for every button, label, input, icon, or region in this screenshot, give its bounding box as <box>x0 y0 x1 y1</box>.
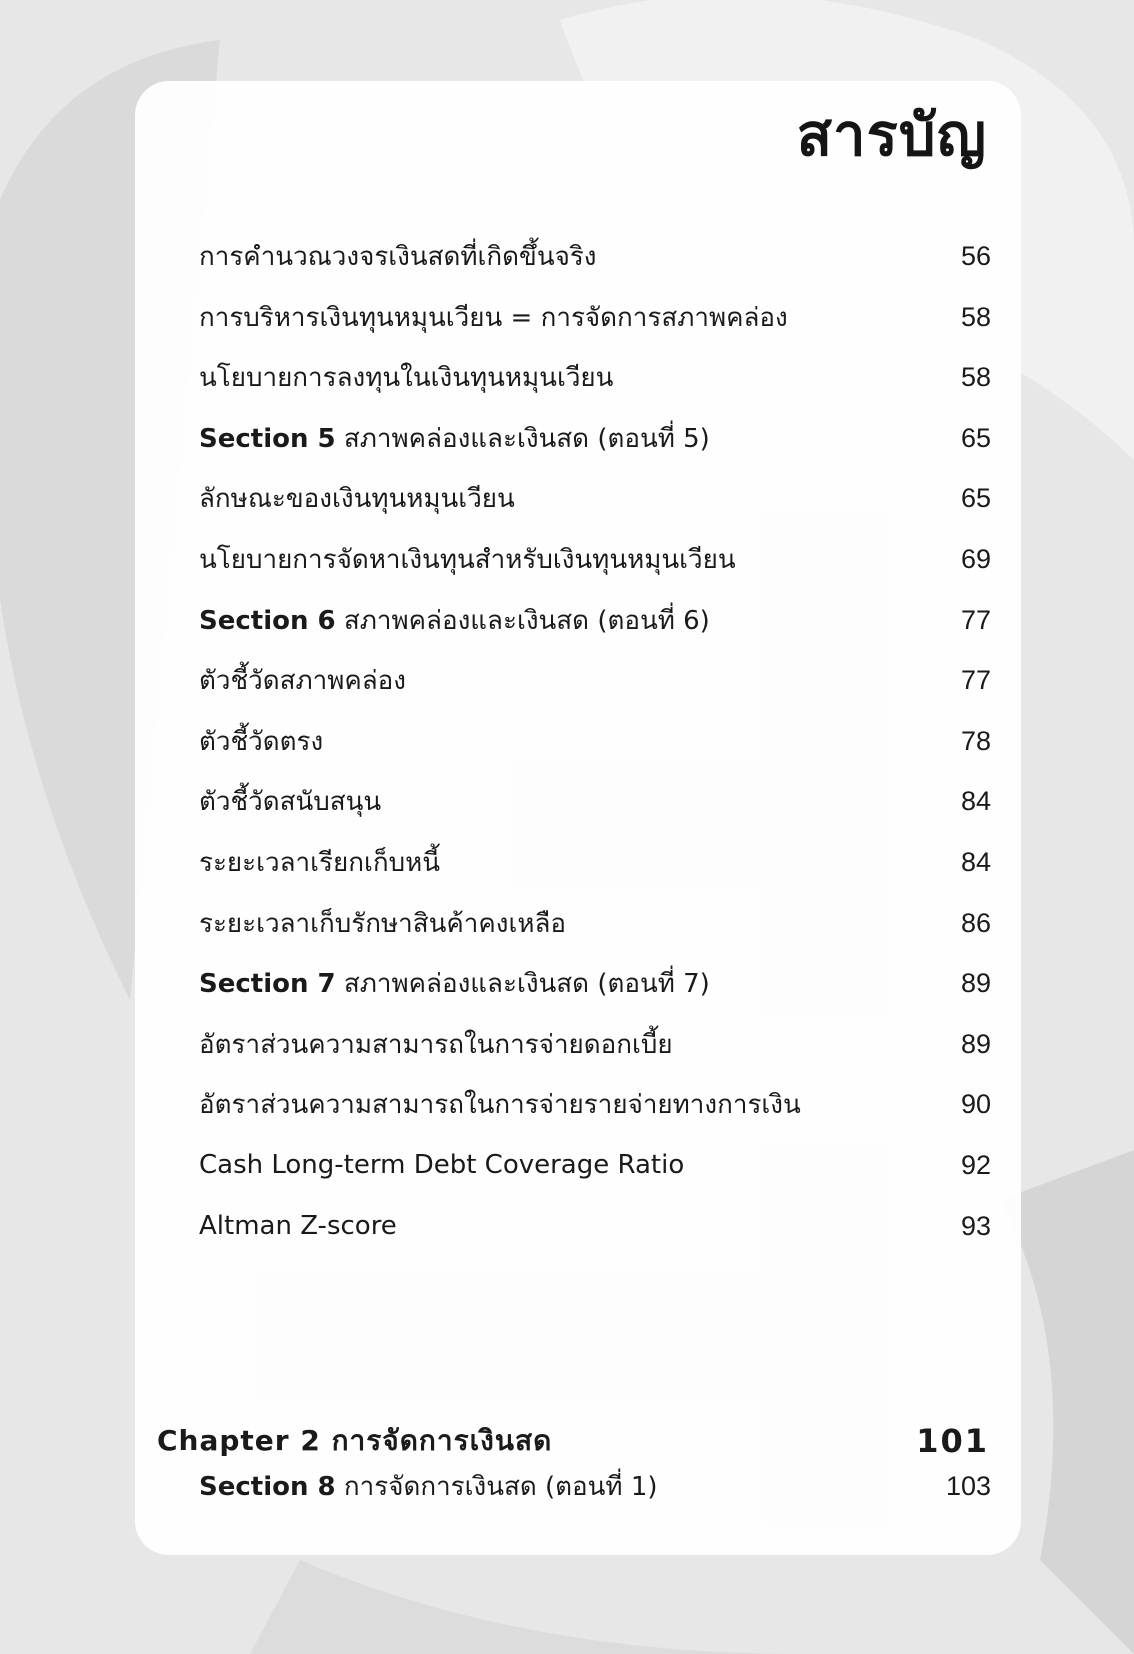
toc-entry[interactable] <box>199 292 991 342</box>
toc-entry-text: Altman Z-score <box>199 1211 397 1241</box>
toc-entry-page-number: 78 <box>960 725 991 756</box>
toc-entry-page-number: 93 <box>960 1210 991 1241</box>
toc-entry-text: ตัวชี้วัดสนับสนุน <box>199 786 382 817</box>
toc-entry-text: Cash Long-term Debt Coverage Ratio <box>199 1150 685 1180</box>
toc-entry-page-number: 89 <box>960 967 991 998</box>
toc-entry-text: สภาพคล่องและเงินสด (ตอนที่ 5) <box>343 423 710 454</box>
section-prefix: Section 6 <box>199 605 336 636</box>
toc-entry[interactable] <box>199 1461 991 1511</box>
toc-entry-text: ลักษณะของเงินทุนหมุนเวียน <box>199 483 515 514</box>
toc-entry[interactable] <box>199 413 991 463</box>
toc-entry-label <box>199 539 736 580</box>
toc-entry-label <box>199 357 613 398</box>
toc-entry-page-number: 77 <box>960 664 991 695</box>
toc-entry-label <box>199 842 440 883</box>
toc-entry-page-number: 65 <box>960 422 991 453</box>
section-prefix: Section 7 <box>199 968 336 999</box>
toc-entry-text: อัตราส่วนความสามารถในการจ่ายรายจ่ายทางการเงิน <box>199 1089 801 1120</box>
toc-entry[interactable] <box>199 352 991 402</box>
toc-entry-label <box>199 418 710 459</box>
toc-entry-page-number: 86 <box>960 907 991 938</box>
toc-entry-page-number: 69 <box>960 543 991 574</box>
section-prefix: Section 5 <box>199 423 336 454</box>
toc-entry-label <box>199 1150 684 1180</box>
page-title: สารบัญ <box>796 101 987 169</box>
toc-entry-label <box>199 478 515 519</box>
toc-entry[interactable] <box>199 1201 991 1251</box>
toc-entry-label <box>199 963 710 1004</box>
toc-card <box>135 81 1021 1555</box>
toc-entry-label <box>199 903 566 944</box>
toc-entry-label <box>199 600 710 641</box>
toc-entry-page-number: 92 <box>960 1149 991 1180</box>
toc-entry-page-number: 58 <box>960 361 991 392</box>
toc-entry[interactable] <box>199 1019 991 1069</box>
toc-entry-text: สภาพคล่องและเงินสด (ตอนที่ 7) <box>343 968 710 999</box>
toc-entry-label <box>199 721 323 762</box>
toc-entry[interactable] <box>199 595 991 645</box>
toc-entry-text: ตัวชี้วัดตรง <box>199 726 324 757</box>
toc-entry-text: ตัวชี้วัดสภาพคล่อง <box>199 665 406 696</box>
toc-entry-label <box>199 781 381 822</box>
toc-entry-page-number: 84 <box>960 846 991 877</box>
toc-entry-page-number: 89 <box>960 1028 991 1059</box>
toc-entry-text: อัตราส่วนความสามารถในการจ่ายดอกเบี้ย <box>199 1029 673 1060</box>
toc-entry-label <box>199 1211 397 1241</box>
toc-entry-page-number: 58 <box>960 301 991 332</box>
toc-entry-label <box>199 1024 673 1065</box>
toc-entry[interactable] <box>199 837 991 887</box>
toc-entry[interactable] <box>199 776 991 826</box>
toc-entry[interactable] <box>199 1079 991 1129</box>
toc-entry-text: การจัดการเงินสด (ตอนที่ 1) <box>343 1471 658 1502</box>
toc-entry-text: นโยบายการจัดหาเงินทุนสำหรับเงินทุนหมุนเวียน <box>199 544 736 575</box>
toc-entry[interactable] <box>199 1140 991 1190</box>
toc-entry[interactable] <box>199 534 991 584</box>
toc-entry-page-number: 65 <box>960 482 991 513</box>
toc-entry[interactable] <box>199 898 991 948</box>
toc-entry-page-number: 77 <box>960 604 991 635</box>
toc-entry[interactable] <box>199 716 991 766</box>
toc-entry-page-number: 103 <box>945 1470 991 1501</box>
toc-entry-page-number: 90 <box>960 1088 991 1119</box>
toc-entry-text: ระยะเวลาเรียกเก็บหนี้ <box>199 847 441 878</box>
toc-entry[interactable] <box>199 231 991 281</box>
toc-entry[interactable] <box>199 958 991 1008</box>
toc-entry-label <box>199 660 406 701</box>
toc-entry-page-number: 84 <box>960 785 991 816</box>
toc-entry-text: สภาพคล่องและเงินสด (ตอนที่ 6) <box>343 605 710 636</box>
chapter-label: Chapter 2 การจัดการเงินสด <box>157 1424 553 1457</box>
toc-entry-text: นโยบายการลงทุนในเงินทุนหมุนเวียน <box>199 362 614 393</box>
toc-entry[interactable] <box>199 473 991 523</box>
toc-entry-label <box>199 297 788 338</box>
toc-entry-label <box>199 1084 801 1125</box>
chapter-page-number: 101 <box>916 1422 989 1460</box>
toc-entry-label <box>199 1466 658 1507</box>
toc-entry[interactable] <box>199 655 991 705</box>
section-prefix: Section 8 <box>199 1471 336 1502</box>
toc-entry-label <box>199 236 597 277</box>
toc-entry-text: ระยะเวลาเก็บรักษาสินค้าคงเหลือ <box>199 908 567 939</box>
toc-entry-text: การคำนวณวงจรเงินสดที่เกิดขึ้นจริง <box>199 241 597 272</box>
toc-entry-text: การบริหารเงินทุนหมุนเวียน = การจัดการสภาพคล่อง <box>199 302 788 333</box>
toc-entry-page-number: 56 <box>960 240 991 271</box>
